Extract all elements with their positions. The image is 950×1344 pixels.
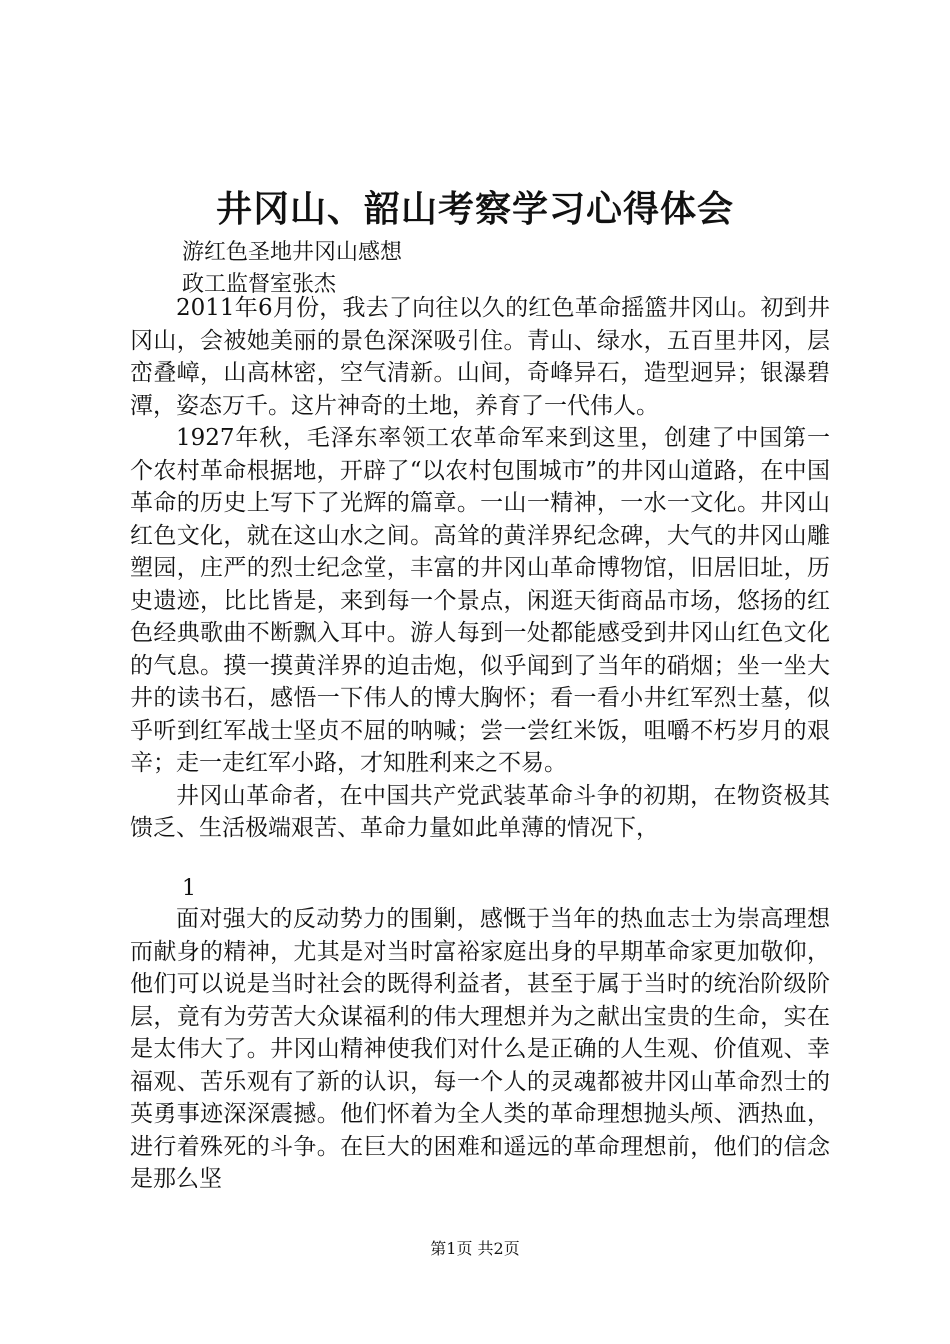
document-title: 井冈山、韶山考察学习心得体会 bbox=[215, 188, 734, 230]
document-subtitle: 游红色圣地井冈山感想 bbox=[182, 240, 403, 265]
paragraph: 面对强大的反动势力的围剿，感慨于当年的热血志士为崇高理想而献身的精神，尤其是对当时富裕家庭出身的早期革命家更加敬仰，他们可以说是当时社会的既得利益者，甚至于属于当时的统治阶级阶层，竟有为劳苦大众谋福利的伟大理想并为之献出宝贵的生命，实在是太伟大了。井冈山精神使我们对什么是正确的人生观、价值观、幸福观、苦乐观有了新的认识，每一个人的灵魂都被井冈山革命烈士的英勇事迹深深震撼。他们怀着为全人类的革命理想抛头颅、洒热血，进行着殊死的斗争。在巨大的困难和遥远的革命理想前，他们的信念是那么坚 bbox=[130, 906, 830, 1192]
paragraph: 2011年6月份，我去了向往以久的红色革命摇篮井冈山。初到井冈山，会被她美丽的景色深深吸引住。青山、绿水，五百里井冈，层峦叠嶂，山高林密，空气清新。山间，奇峰异石，造型迥异；银瀑碧潭，姿态万千。这片神奇的土地，养育了一代伟人。 bbox=[130, 295, 830, 419]
inline-page-number: 1 bbox=[182, 876, 196, 901]
page-footer: 第1页 共2页 bbox=[430, 1239, 520, 1258]
body-section-2 bbox=[130, 903, 830, 1196]
paragraph: 1927年秋，毛泽东率领工农革命军来到这里，创建了中国第一个农村革命根据地，开辟了“以农村包围城市”的井冈山道路，在中国革命的历史上写下了光辉的篇章。一山一精神，一水一文化。井冈山红色文化，就在这山水之间。高耸的黄洋界纪念碑，大气的井冈山雕塑园，庄严的烈士纪念堂，丰富的井冈山革命博物馆，旧居旧址，历史遗迹，比比皆是，来到每一个景点，闲逛天街商品市场，悠扬的红色经典歌曲不断飘入耳中。游人每到一处都能感受到井冈山红色文化的气息。摸一摸黄洋界的迫击炮，似乎闻到了当年的硝烟；坐一坐大井的读书石，感悟一下伟人的博大胸怀；看一看小井红军烈士墓，似乎听到红军战士坚贞不屈的呐喊；尝一尝红米饭，咀嚼不朽岁月的艰辛；走一走红军小路，才知胜利来之不易。 bbox=[130, 425, 830, 776]
document-author: 政工监督室张杰 bbox=[182, 272, 337, 297]
paragraph: 井冈山革命者，在中国共产党武装革命斗争的初期，在物资极其馈乏、生活极端艰苦、革命力量如此单薄的情况下， bbox=[130, 782, 830, 841]
body-section-1 bbox=[130, 292, 830, 845]
